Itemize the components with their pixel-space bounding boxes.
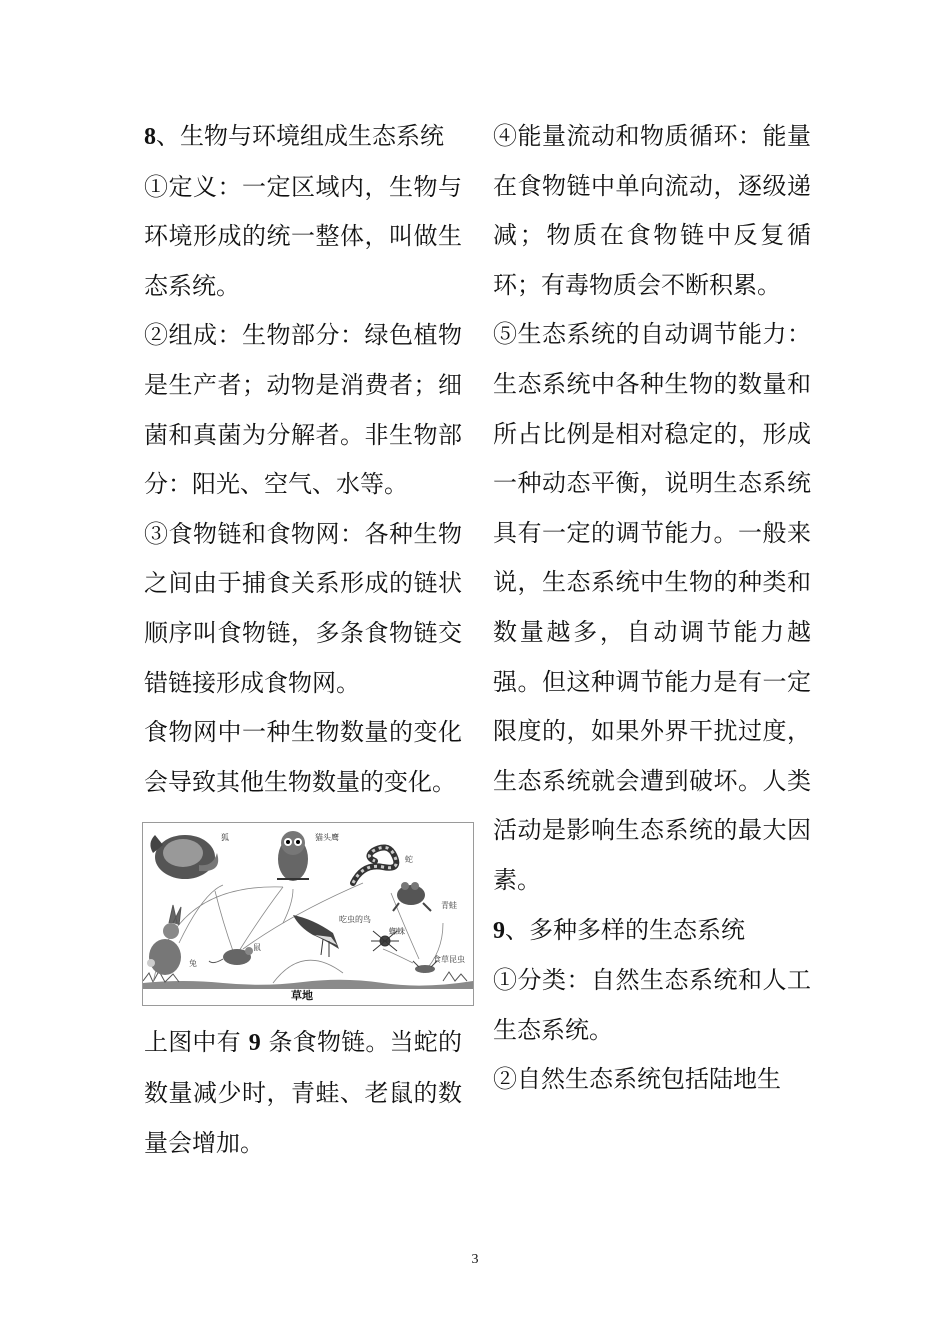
mouse-drawing (209, 947, 253, 965)
section-9-heading (493, 906, 811, 957)
classification-paragraph: ①分类：自然生态系统和人工生态系统。 (493, 966, 811, 1044)
bird-drawing (293, 915, 339, 957)
food-web-paragraph: 食物网中一种生物数量的变化会导致其他生物数量的变化。 (144, 718, 462, 796)
frog-drawing (393, 882, 431, 911)
food-chain-count: 9 (248, 1030, 261, 1057)
bird-label: 吃虫的鸟 (339, 915, 371, 925)
section-8-heading (144, 112, 462, 163)
section-number: 9 (493, 917, 505, 944)
count-text-b: 条食物链。当蛇的数量减少时，青蛙、老鼠的数量会增加。 (144, 1028, 462, 1157)
natural-ecosystem-paragraph: ②自然生态系统包括陆地生 (493, 1065, 781, 1094)
self-regulation-paragraph: ⑤生态系统的自动调节能力：生态系统中各种生物的数量和所占比例是相对稳定的，形成一种动态平衡，说明生态系统具有一定的调节能力。一般来说，生态系统中生物的种类和数量越多，自动调节能力越强。但这种调节能力是有一定限度的，如果外界干扰过度，生态系统就会遭到破坏。人类活动是影响生态系统的最大因素。 (493, 320, 811, 894)
owl-drawing (277, 831, 309, 881)
figure-caption: 草地 (291, 989, 313, 1003)
fox-drawing (150, 835, 218, 879)
left-column (144, 112, 465, 1168)
section-title: 、生物与环境组成生态系统 (156, 122, 444, 150)
snake-label: 蛇 (405, 855, 413, 865)
fox-label: 狐 (221, 833, 229, 843)
food-web-illustration (143, 823, 473, 1005)
section-title: 、多种多样的生态系统 (505, 915, 745, 944)
snake-drawing (353, 848, 396, 884)
count-text-a: 上图中有 (144, 1028, 249, 1057)
rabbit-label: 兔 (189, 959, 197, 969)
mouse-label: 鼠 (253, 943, 261, 953)
energy-flow-paragraph: ④能量流动和物质循环：能量在食物链中单向流动，逐级递减；物质在食物链中反复循环；有毒物质会不断积累。 (493, 122, 811, 299)
insect-label: 食草昆虫 (433, 955, 465, 965)
rabbit-drawing (147, 905, 181, 975)
frog-label: 青蛙 (441, 901, 457, 911)
page-number: 3 (471, 1252, 479, 1267)
food-web-figure (142, 822, 474, 1006)
right-column (493, 112, 811, 1105)
owl-label: 猫头鹰 (315, 833, 339, 843)
spider-label: 蜘蛛 (389, 927, 405, 937)
food-chain-paragraph: ③食物链和食物网：各种生物之间由于捕食关系形成的链状顺序叫食物链，多条食物链交错链接形成食物网。 (144, 519, 462, 697)
food-chain-count-paragraph (144, 1018, 462, 1168)
section-number: 8 (144, 124, 156, 150)
composition-paragraph: ②组成：生物部分：绿色植物是生产者；动物是消费者；细菌和真菌为分解者。非生物部分：阳光、空气、水等。 (144, 321, 462, 499)
definition-paragraph: ①定义：一定区域内，生物与环境形成的统一整体，叫做生态系统。 (144, 172, 462, 300)
